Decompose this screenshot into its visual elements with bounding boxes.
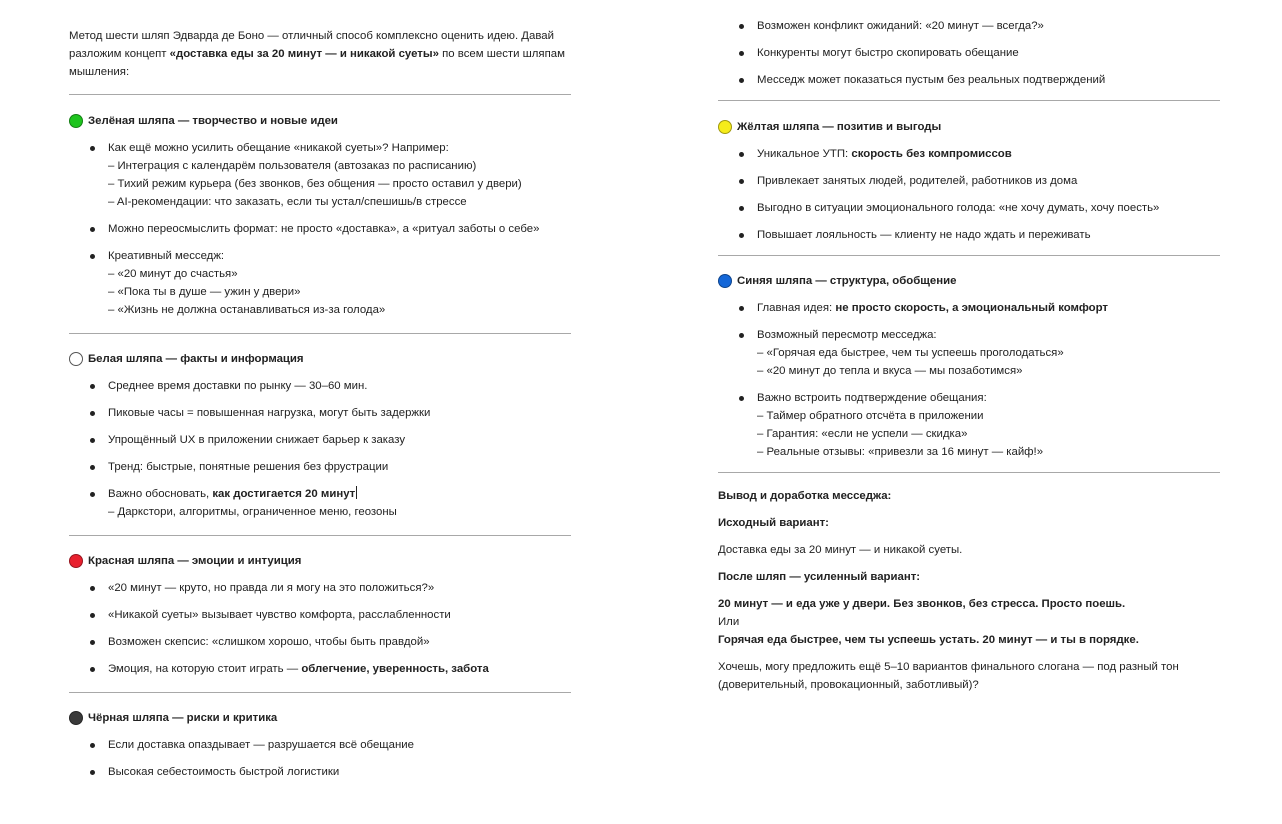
left-column (69, 0, 571, 781)
list-item: Можно переосмыслить формат: не просто «доставка», а «ритуал заботы о себе» (69, 220, 571, 238)
list-item: «Никакой суеты» вызывает чувство комфорта, расслабленности (69, 606, 571, 624)
concept-text: «доставка еды за 20 минут — и никакой суеты» (169, 48, 439, 60)
black-hat-list (69, 736, 571, 781)
white-hat-heading: Белая шляпа — факты и информация (69, 350, 571, 368)
list-item: Привлекает занятых людей, родителей, работников из дома (718, 172, 1220, 190)
list-item: Важно обосновать, как достигается 20 минут – Даркстори, алгоритмы, ограниченное меню, геозоны (69, 485, 571, 521)
list-item: Креативный месседж: – «20 минут до счастья» – «Пока ты в душе — ужин у двери» – «Жизнь не должна останавливаться из-за голода» (69, 247, 571, 319)
original-text: Доставка еды за 20 минут — и никакой суеты. (718, 544, 963, 556)
list-item: Если доставка опаздывает — разрушается всё обещание (69, 736, 571, 754)
separator (69, 333, 571, 334)
separator (69, 692, 571, 693)
intro-paragraph: Метод шести шляп Эдварда де Боно — отличный способ комплексно оценить идею. Давай разложим концепт «доставка еды за 20 минут — и никакой суеты» по всем шести шляпам мышления: (69, 30, 565, 78)
green-hat-heading: Зелёная шляпа — творчество и новые идеи (69, 112, 571, 130)
yellow-hat-list (718, 145, 1220, 244)
red-circle-icon (69, 554, 83, 568)
list-item: Среднее время доставки по рынку — 30–60 мин. (69, 377, 571, 395)
offer-text: Хочешь, могу предложить ещё 5–10 вариантов финального слогана — под разный тон (доверительный, провокационный, заботливый)? (718, 661, 1179, 691)
list-item: Конкуренты могут быстро скопировать обещание (718, 44, 1220, 62)
list-item: Повышает лояльность — клиенту не надо ждать и переживать (718, 226, 1220, 244)
list-item: Эмоция, на которую стоит играть — облегчение, уверенность, забота (69, 660, 571, 678)
red-hat-heading: Красная шляпа — эмоции и интуиция (69, 552, 571, 570)
green-circle-icon (69, 114, 83, 128)
improved-variants: 20 минут — и еда уже у двери. Без звонков, без стресса. Просто поешь. Или Горячая еда быстрее, чем ты успеешь устать. 20 минут — и ты в порядке. (718, 598, 1139, 646)
list-item: Упрощённый UX в приложении снижает барьер к заказу (69, 431, 571, 449)
yellow-circle-icon (718, 120, 732, 134)
blue-circle-icon (718, 274, 732, 288)
list-item: Пиковые часы = повышенная нагрузка, могут быть задержки (69, 404, 571, 422)
yellow-hat-heading: Жёлтая шляпа — позитив и выгоды (718, 118, 1220, 136)
black-hat-list-continued (718, 17, 1220, 89)
list-item: Выгодно в ситуации эмоционального голода: «не хочу думать, хочу поесть» (718, 199, 1220, 217)
blue-hat-heading: Синяя шляпа — структура, обобщение (718, 272, 1220, 290)
list-item: Важно встроить подтверждение обещания: – Таймер обратного отсчёта в приложении – Гарантия: «если не успели — скидка» – Реальные отзывы: «привезли за 16 минут — кайф!» (718, 389, 1220, 461)
list-item: Как ещё можно усилить обещание «никакой суеты»? Например: – Интеграция с календарём пользователя (автозаказ по расписанию) – Тихий режим курьера (без звонков, без общения — просто оставил у двери) – AI-рекомендации: что заказать, если ты устал/спешишь/в стрессе (69, 139, 571, 211)
conclusion-heading: Вывод и доработка месседжа: (718, 490, 892, 502)
list-item: Возможный пересмотр месседжа: – «Горячая еда быстрее, чем ты успеешь проголодаться» – «20 минут до тепла и вкуса — мы позаботимся» (718, 326, 1220, 380)
blue-hat-list (718, 299, 1220, 461)
black-circle-icon (69, 711, 83, 725)
list-item: Возможен конфликт ожиданий: «20 минут — всегда?» (718, 17, 1220, 35)
original-label: Исходный вариант: (718, 517, 829, 529)
separator (718, 255, 1220, 256)
white-circle-icon (69, 352, 83, 366)
list-item: Главная идея: не просто скорость, а эмоциональный комфорт (718, 299, 1220, 317)
black-hat-heading: Чёрная шляпа — риски и критика (69, 709, 571, 727)
list-item: Тренд: быстрые, понятные решения без фрустрации (69, 458, 571, 476)
white-hat-list (69, 377, 571, 521)
right-column (718, 0, 1220, 694)
list-item: Месседж может показаться пустым без реальных подтверждений (718, 71, 1220, 89)
text-cursor (356, 486, 357, 499)
improved-label: После шляп — усиленный вариант: (718, 571, 921, 583)
list-item: «20 минут — круто, но правда ли я могу на это положиться?» (69, 579, 571, 597)
red-hat-list (69, 579, 571, 678)
list-item: Высокая себестоимость быстрой логистики (69, 763, 571, 781)
separator (69, 535, 571, 536)
list-item: Возможен скепсис: «слишком хорошо, чтобы быть правдой» (69, 633, 571, 651)
green-hat-list (69, 139, 571, 319)
separator (718, 472, 1220, 473)
list-item: Уникальное УТП: скорость без компромиссов (718, 145, 1220, 163)
separator (69, 94, 571, 95)
separator (718, 100, 1220, 101)
